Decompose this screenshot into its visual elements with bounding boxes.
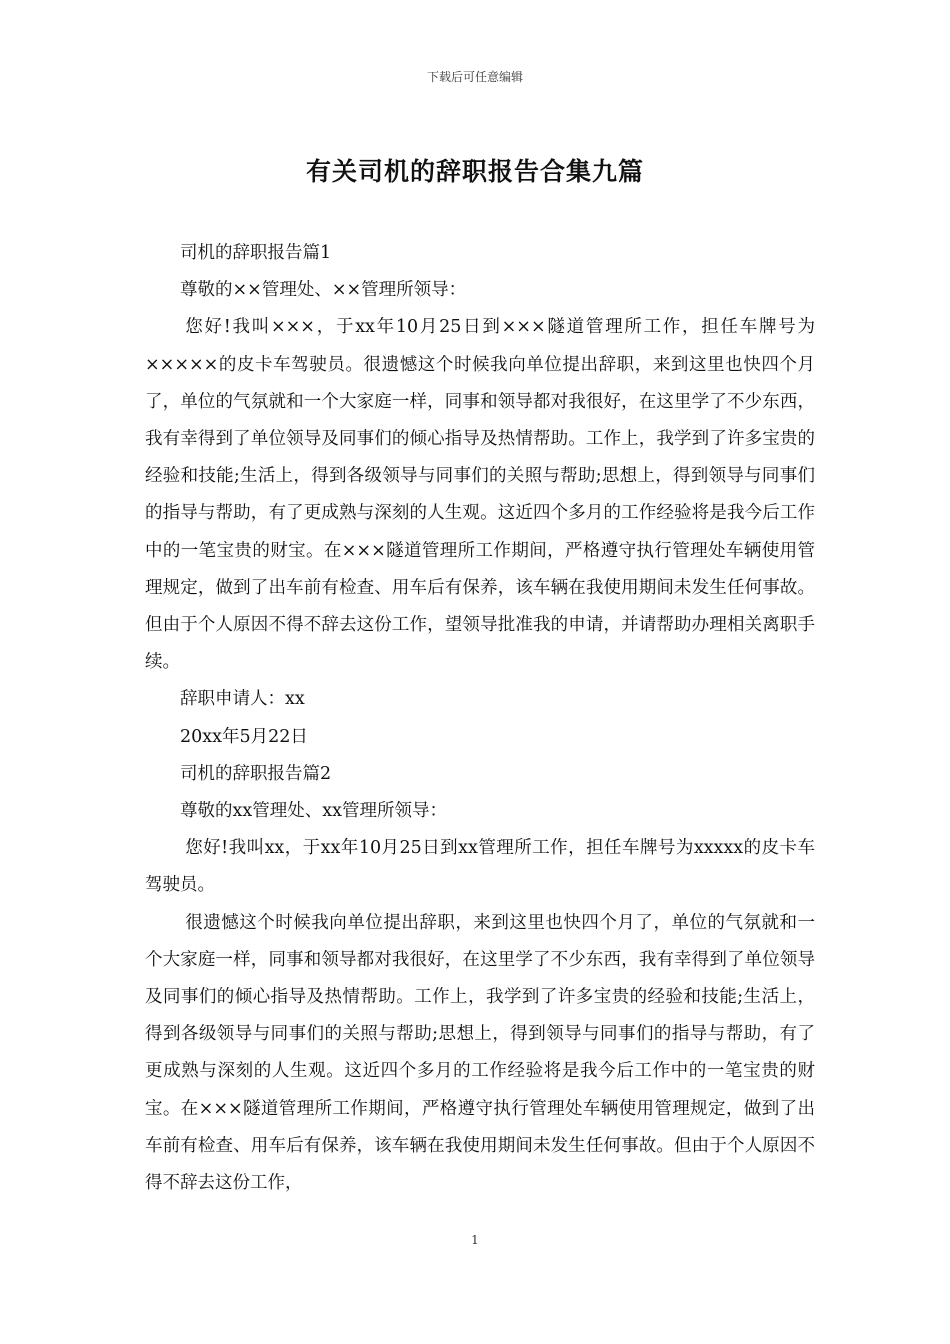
section-1-body: 您好!我叫×××，于xx年10月25日到×××隧道管理所工作，担任车牌号为×××××的皮卡车驾驶员。很遗憾这个时候我向单位提出辞职，来到这里也快四个月了，单位的气氛就和一个大家庭一样，同事和领导都对我很好，在这里学了不少东西，我有幸得到了单位领导及同事们的倾心指导及热情帮助。工作上，我学到了许多宝贵的经验和技能;生活上，得到各级领导与同事们的关照与帮助;思想上，得到领导与同事们的指导与帮助，有了更成熟与深刻的人生观。这近四个多月的工作经验将是我今后工作中的一笔宝贵的财宝。在×××隧道管理所工作期间，严格遵守执行管理处车辆使用管理规定，做到了出车前有检查、用车后有保养，该车辆在我使用期间未发生任何事故。但由于个人原因不得不辞去这份工作，望领导批准我的申请，并请帮助办理相关离职手续。 xyxy=(145,317,815,673)
section-1-salutation: 尊敬的××管理处、××管理所领导： xyxy=(180,280,467,301)
page-number: 1 xyxy=(471,1233,479,1247)
section-2-body: 很遗憾这个时候我向单位提出辞职，来到这里也快四个月了，单位的气氛就和一个大家庭一样，同事和领导都对我很好，在这里学了不少东西，我有幸得到了单位领导及同事们的倾心指导及热情帮助。工作上，我学到了许多宝贵的经验和技能;生活上，得到各级领导与同事们的关照与帮助;思想上，得到领导与同事们的指导与帮助，有了更成熟与深刻的人生观。这近四个多月的工作经验将是我今后工作中的一笔宝贵的财宝。在×××隧道管理所工作期间，严格遵守执行管理处车辆使用管理规定，做到了出车前有检查、用车后有保养，该车辆在我使用期间未发生任何事故。但由于个人原因不得不辞去这份工作， xyxy=(145,912,815,1194)
section-1-signature: 辞职申请人：xx xyxy=(180,689,305,710)
document-title: 有关司机的辞职报告合集九篇 xyxy=(305,157,644,186)
section-1-heading: 司机的辞职报告篇1 xyxy=(180,243,332,263)
section-2-salutation: 尊敬的xx管理处、xx管理所领导： xyxy=(180,801,447,822)
section-1-date: 20xx年5月22日 xyxy=(180,726,308,747)
header-note: 下载后可任意编辑 xyxy=(426,70,523,84)
section-2-intro: 您好!我叫xx，于xx年10月25日到xx管理所工作，担任车牌号为xxxxx的皮卡车驾驶员。 xyxy=(145,838,815,896)
document-body xyxy=(145,235,815,1202)
section-2-heading: 司机的辞职报告篇2 xyxy=(180,763,332,784)
